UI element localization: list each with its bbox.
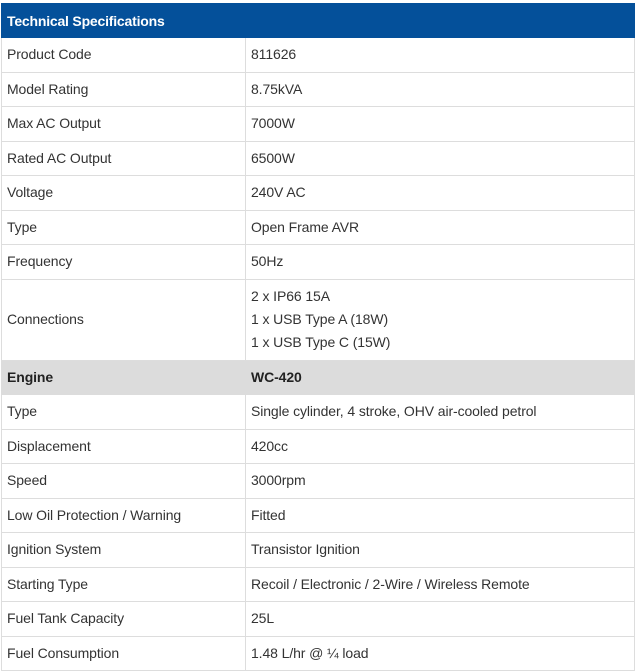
spec-label: Type <box>2 210 246 245</box>
section-value: WC-420 <box>246 360 635 395</box>
spec-label: Fuel Tank Capacity <box>2 602 246 637</box>
spec-value: 50Hz <box>246 245 635 280</box>
spec-value: 8.75kVA <box>246 72 635 107</box>
spec-label: Connections <box>2 279 246 360</box>
spec-label: Fuel Consumption <box>2 636 246 671</box>
spec-value: 240V AC <box>246 176 635 211</box>
spec-value-list <box>246 279 635 360</box>
spec-label: Type <box>2 395 246 430</box>
section-label: Engine <box>2 360 246 395</box>
spec-value: 7000W <box>246 107 635 142</box>
spec-label: Frequency <box>2 245 246 280</box>
spec-row-product-code <box>2 38 635 73</box>
spec-row-fuel-consumption <box>2 636 635 671</box>
spec-value: Open Frame AVR <box>246 210 635 245</box>
spec-label: Starting Type <box>2 567 246 602</box>
spec-label: Model Rating <box>2 72 246 107</box>
spec-row-connections <box>2 279 635 360</box>
spec-row-low-oil-protection <box>2 498 635 533</box>
spec-label: Product Code <box>2 38 246 73</box>
spec-value: 25L <box>246 602 635 637</box>
table-title: Technical Specifications <box>2 4 635 38</box>
spec-label: Ignition System <box>2 533 246 568</box>
spec-row-starting-type <box>2 567 635 602</box>
spec-value: Recoil / Electronic / 2-Wire / Wireless Remote <box>246 567 635 602</box>
spec-row-model-rating <box>2 72 635 107</box>
spec-label: Rated AC Output <box>2 141 246 176</box>
technical-specifications-table <box>1 3 635 671</box>
spec-row-voltage <box>2 176 635 211</box>
spec-label: Speed <box>2 464 246 499</box>
spec-row-fuel-tank-capacity <box>2 602 635 637</box>
spec-label: Displacement <box>2 429 246 464</box>
spec-label: Low Oil Protection / Warning <box>2 498 246 533</box>
spec-row-max-ac-output <box>2 107 635 142</box>
spec-value: 6500W <box>246 141 635 176</box>
table-header-row <box>2 4 635 38</box>
spec-value: 3000rpm <box>246 464 635 499</box>
spec-value: 420cc <box>246 429 635 464</box>
spec-label: Max AC Output <box>2 107 246 142</box>
spec-value: Fitted <box>246 498 635 533</box>
spec-value: Transistor Ignition <box>246 533 635 568</box>
spec-label: Voltage <box>2 176 246 211</box>
spec-row-ignition-system <box>2 533 635 568</box>
spec-row-speed <box>2 464 635 499</box>
spec-row-frequency <box>2 245 635 280</box>
spec-value: 811626 <box>246 38 635 73</box>
connection-item: 1 x USB Type A (18W) <box>251 311 389 327</box>
spec-value: 1.48 L/hr @ ¼ load <box>246 636 635 671</box>
spec-row-displacement <box>2 429 635 464</box>
spec-value: Single cylinder, 4 stroke, OHV air-cooled petrol <box>246 395 635 430</box>
spec-row-rated-ac-output <box>2 141 635 176</box>
spec-row-type <box>2 210 635 245</box>
section-row-engine <box>2 360 635 395</box>
connection-item: 2 x IP66 15A <box>251 288 330 304</box>
spec-row-engine-type <box>2 395 635 430</box>
connection-item: 1 x USB Type C (15W) <box>251 334 391 350</box>
